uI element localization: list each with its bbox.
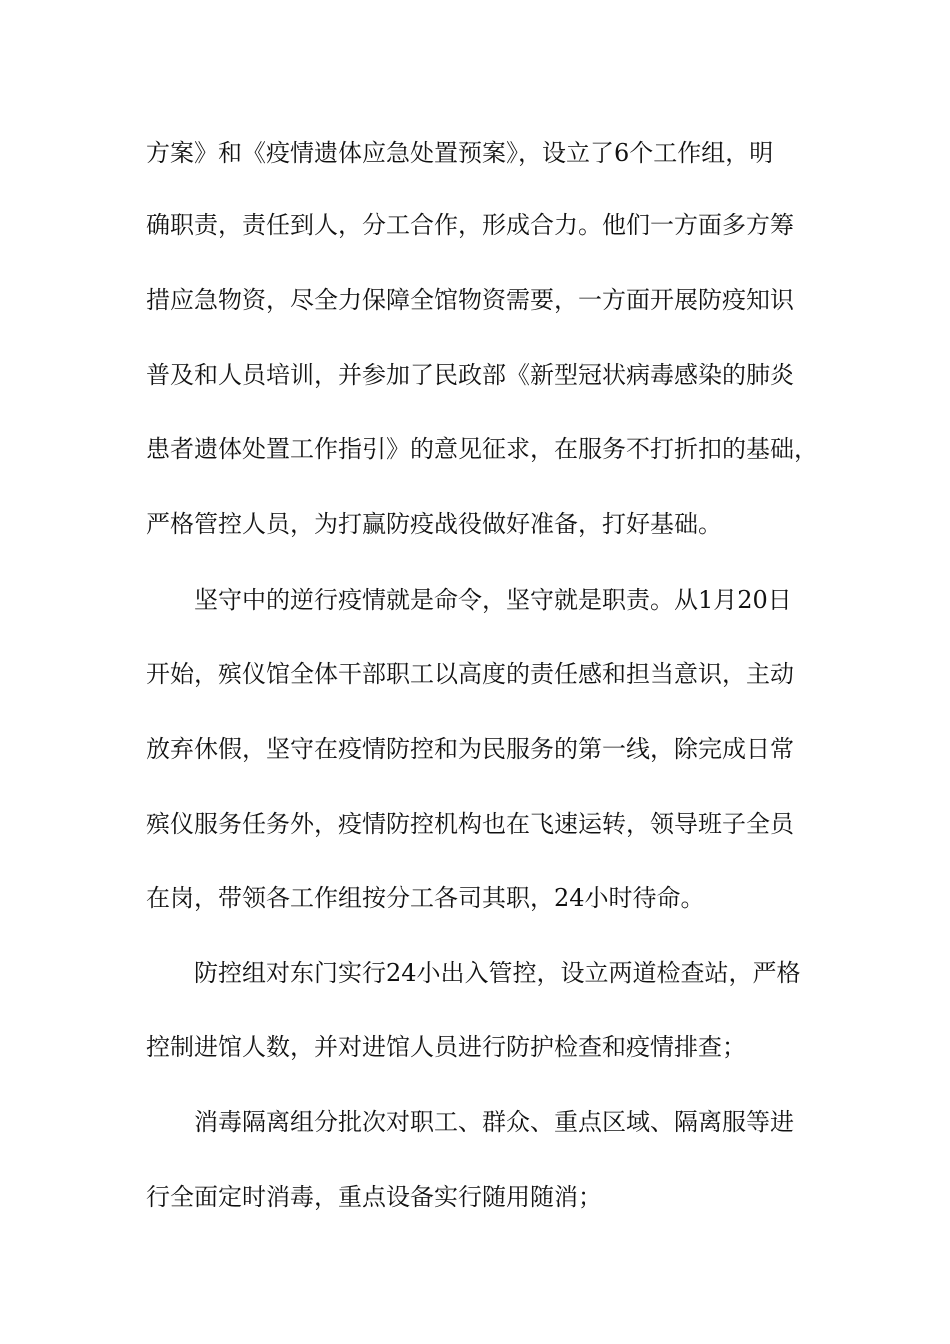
text-line: [0, 804, 950, 844]
text-line-content: 坚守中的逆行疫情就是命令，坚守就是职责。从1月20日: [194, 586, 792, 614]
paragraph-first-line: [0, 953, 950, 993]
text-line: [0, 1177, 950, 1217]
text-line-content: 殡仪服务任务外，疫情防控机构也在飞速运转，领导班子全员: [146, 810, 794, 838]
text-line-content: 措应急物资，尽全力保障全馆物资需要，一方面开展防疫知识: [146, 286, 794, 314]
text-line: [0, 280, 950, 320]
text-line: [0, 504, 950, 544]
text-line-content: 确职责，责任到人，分工合作，形成合力。他们一方面多方筹: [146, 211, 794, 239]
text-line: [0, 1027, 950, 1067]
text-line: [0, 654, 950, 694]
text-line-content: 患者遗体处置工作指引》的意见征求，在服务不打折扣的基础，: [146, 435, 818, 463]
text-line: [0, 355, 950, 395]
paragraph-first-line: [0, 1102, 950, 1142]
text-line: [0, 878, 950, 918]
text-line: [0, 429, 950, 469]
paragraph-first-line: [0, 580, 950, 620]
text-line-content: 在岗，带领各工作组按分工各司其职，24小时待命。: [146, 884, 705, 912]
text-line-content: 行全面定时消毒，重点设备实行随用随消；: [146, 1183, 602, 1211]
text-line-content: 方案》和《疫情遗体应急处置预案》，设立了6个工作组，明: [146, 139, 774, 167]
text-line-content: 普及和人员培训，并参加了民政部《新型冠状病毒感染的肺炎: [146, 361, 794, 389]
text-line-content: 消毒隔离组分批次对职工、群众、重点区域、隔离服等进: [194, 1108, 794, 1136]
text-line-content: 控制进馆人数，并对进馆人员进行防护检查和疫情排查；: [146, 1033, 746, 1061]
text-line-content: 放弃休假，坚守在疫情防控和为民服务的第一线，除完成日常: [146, 735, 794, 763]
text-line: [0, 729, 950, 769]
text-line-content: 严格管控人员，为打赢防疫战役做好准备，打好基础。: [146, 510, 722, 538]
text-line-content: 防控组对东门实行24小出入管控，设立两道检查站，严格: [194, 959, 801, 987]
text-line: [0, 205, 950, 245]
text-line-content: 开始，殡仪馆全体干部职工以高度的责任感和担当意识，主动: [146, 660, 794, 688]
text-line: [0, 133, 950, 173]
